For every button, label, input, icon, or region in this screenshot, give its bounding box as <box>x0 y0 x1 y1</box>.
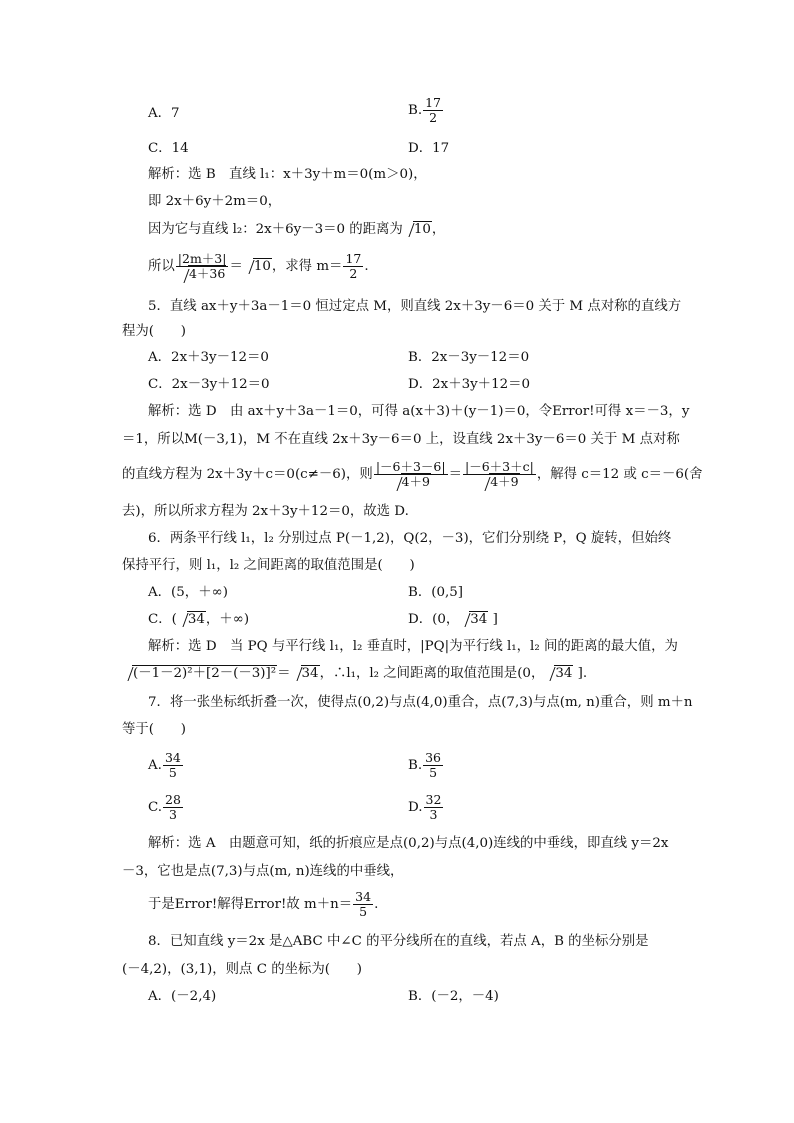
q7-option-a-fraction: $\frac{34}{5}$ <box>164 750 181 780</box>
sqrt-symbol: 34 <box>291 665 320 683</box>
q8-option-a: A．(－2,4) <box>148 989 217 1004</box>
q7-solution-line3: 于是Error!解得Error!故 m＋n＝ $\frac{34}{5}$ . <box>148 889 379 919</box>
q7-option-a: A. $\frac{34}{5}$ <box>148 750 181 780</box>
q7-solution-line1: 解析：选 A 由题意可知，纸的折痕应是点(0,2)与点(4,0)连线的中垂线，即直线 y＝2x <box>148 836 669 851</box>
q4-solution-line2: 即 2x＋6y＋2m＝0， <box>148 194 282 209</box>
q6-option-b: B．(0,5] <box>408 585 463 600</box>
q8-stem-line2: (－4,2)，(3,1)，则点 C 的坐标为( ) <box>122 962 362 977</box>
q5-solution-fraction-2: $\frac{|-6+3+c|}{4+9}$ <box>465 459 534 489</box>
q7-solution-line2: －3，它也是点(7,3)与点(m, n)连线的中垂线， <box>122 864 404 879</box>
q6-solution-line1: 解析：选 D 当 PQ 与平行线 l₁，l₂ 垂直时，|PQ|为平行线 l₁，l₂ 间的距离的最大值，为 <box>148 639 678 654</box>
q4-solution-line4: 所以 $\frac{|2m+3|}{4+36}$ ＝ 10，求得 m＝ $\frac{17}{2}$ . <box>148 251 369 281</box>
q5-solution-line1: 解析：选 D 由 ax＋y＋3a－1＝0，可得 a(x＋3)＋(y－1)＝0，令Error!可得 x＝－3，y <box>148 404 690 419</box>
q5-solution-line3: 的直线方程为 2x＋3y＋c＝0(c≠－6)，则 $\frac{|-6+3-6|}{4+9}$ ＝ $\frac{|-6+3+c|}{4+9}$ ，解得 c＝12 或 c＝－6(舍 <box>122 459 703 489</box>
q8-option-b: B．(－2，－4) <box>408 989 499 1004</box>
q4-option-d: D．17 <box>408 141 450 156</box>
q7-option-b-fraction: $\frac{36}{5}$ <box>425 750 442 780</box>
q4-solution-line3: 因为它与直线 l₂：2x＋6y－3＝0 的距离为 10， <box>148 222 446 237</box>
sqrt-symbol: 34 <box>177 611 206 629</box>
sqrt-symbol: 10 <box>403 221 432 239</box>
q7-option-b: B. $\frac{36}{5}$ <box>408 750 442 780</box>
q7-option-d: D. $\frac{32}{3}$ <box>408 792 442 822</box>
q5-option-a: A．2x＋3y－12＝0 <box>148 350 269 365</box>
q7-option-c-fraction: $\frac{28}{3}$ <box>165 792 181 822</box>
q4-solution-line1: 解析：选 B 直线 l₁：x＋3y＋m＝0(m＞0)， <box>148 167 427 182</box>
q6-stem-line2: 保持平行，则 l₁，l₂ 之间距离的取值范围是( ) <box>122 558 415 573</box>
q7-option-c: C. $\frac{28}{3}$ <box>148 792 181 822</box>
q4-solution-fraction: $\frac{|2m+3|}{4+36}$ <box>177 251 227 281</box>
q5-solution-line2: ＝1，所以M(－3,1)，M 不在直线 2x＋3y－6＝0 上，设直线 2x＋3y－6＝0 关于 M 点对称 <box>122 432 680 447</box>
q4-solution-result-fraction: $\frac{17}{2}$ <box>345 251 362 281</box>
q6-option-a: A．(5，＋∞) <box>148 585 228 600</box>
q5-option-d: D．2x＋3y＋12＝0 <box>408 377 531 392</box>
q6-option-d: D．(0， 34 ] <box>408 612 498 627</box>
q6-stem-line1: 6．两条平行线 l₁，l₂ 分别过点 P(－1,2)，Q(2，－3)，它们分别绕 P，Q 旋转，但始终 <box>148 531 672 546</box>
q5-option-c: C．2x－3y＋12＝0 <box>148 377 270 392</box>
q5-stem-line1: 5．直线 ax＋y＋3a－1＝0 恒过定点 M，则直线 2x＋3y－6＝0 关于 M 点对称的直线方 <box>148 299 682 314</box>
q5-stem-line2: 程为( ) <box>122 324 187 339</box>
q7-solution-fraction: $\frac{34}{5}$ <box>355 889 372 919</box>
q8-stem-line1: 8．已知直线 y＝2x 是△ABC 中∠C 的平分线所在的直线，若点 A，B 的坐标分别是 <box>148 934 649 949</box>
q7-stem-line2: 等于( ) <box>122 722 187 737</box>
sqrt-symbol: 10 <box>243 258 272 276</box>
sqrt-symbol: 34 <box>544 665 573 683</box>
sqrt-symbol: (－1－2)²＋[2－(－3)]² <box>122 665 277 683</box>
q4-option-b-fraction: $\frac{17}{2}$ <box>425 95 442 125</box>
q4-option-c: C．14 <box>148 141 189 156</box>
q7-stem-line1: 7．将一张坐标纸折叠一次，使得点(0,2)与点(4,0)重合，点(7,3)与点(m, n)重合，则 m＋n <box>148 695 693 710</box>
q4-option-a: A．7 <box>148 106 180 121</box>
q5-solution-line4: 去)，所以所求方程为 2x＋3y＋12＝0，故选 D. <box>122 504 409 519</box>
q5-option-b: B．2x－3y－12＝0 <box>408 350 530 365</box>
q7-option-d-fraction: $\frac{32}{3}$ <box>425 792 442 822</box>
q6-solution-line2: (－1－2)²＋[2－(－3)]²＝ 34，∴l₁，l₂ 之间距离的取值范围是(0， 34 ]. <box>122 665 587 683</box>
q6-option-c: C．( 34，＋∞) <box>148 612 250 627</box>
q5-solution-fraction-1: $\frac{|-6+3-6|}{4+9}$ <box>375 459 446 489</box>
q4-option-b <box>408 96 444 125</box>
sqrt-symbol: 34 <box>459 611 488 629</box>
q4-option-b-prefix: B. <box>408 103 423 118</box>
